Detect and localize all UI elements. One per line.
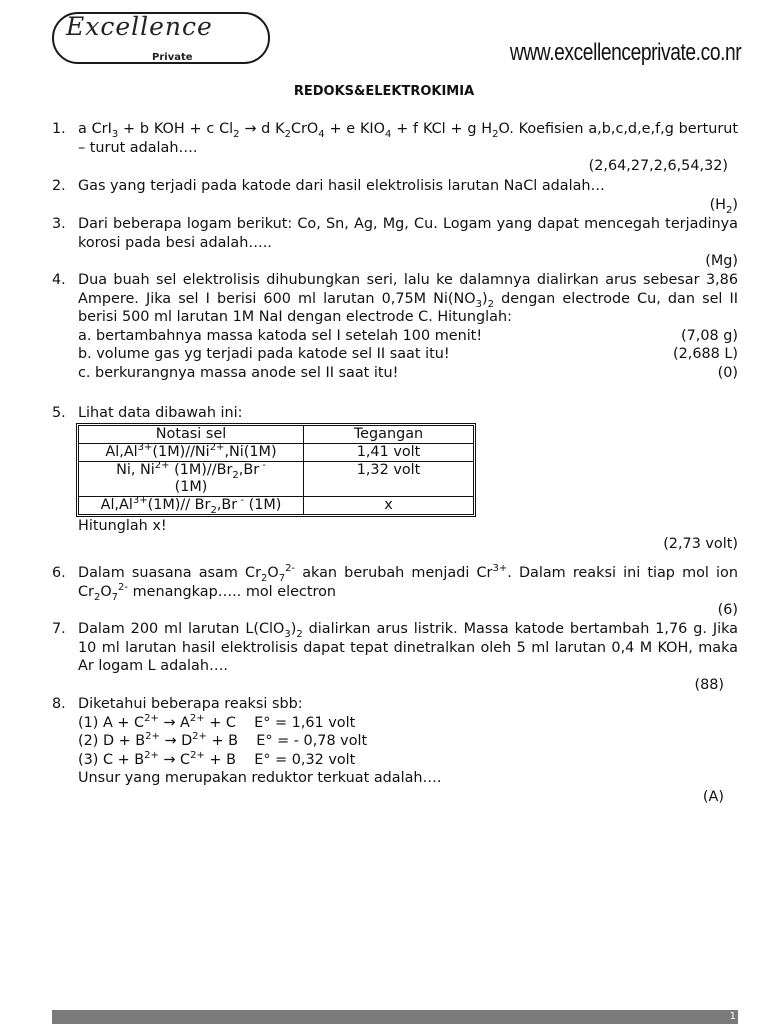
answer: (Mg): [705, 253, 738, 270]
question-2: [52, 177, 738, 214]
logo: [52, 12, 270, 64]
footer-bar: [52, 1010, 738, 1024]
table-header: Notasi sel: [79, 425, 304, 443]
logo-subtext: Private: [152, 52, 193, 63]
question-number: 6.: [52, 565, 66, 581]
table-header: Tegangan: [304, 425, 474, 443]
question-6: [52, 564, 738, 620]
table-cell: $Al,Al^{3+}(1M)//Ni^{2+},Ni(1M)$: [79, 443, 304, 461]
question-text: Diketahui beberapa reaksi sbb: (1) $A + C^{2+} \to A^{2+} + C$ E° = 1,61 volt (2) $D + B^{2+} \to D^{2+} + B$ E° = - 0,78 volt (3) $C + B^{2+} \to C^{2+} + B$ E° = 0,32 volt Unsur yang merupakan reduktor terkuat adalah…. (A): [78, 695, 738, 807]
reaction-1: (1) $A + C^{2+} \to A^{2+} + C$ E° = 1,61 volt: [78, 712, 356, 731]
question-text: Dua buah sel elektrolisis dihubungkan seri, lalu ke dalamnya dialirkan arus sebesar 3,86 Ampere. Jika sel I berisi 600 ml larutan 0,75M $Ni(NO_3)_2$ dengan electrode Cu, dan sel II berisi 500 ml larutan 1M NaI dengan electrode C. Hitunglah: a. bertambahnya massa katoda sel I setelah 100 menit! (7,08 g) b. volume gas yg terjadi pada katode sel II saat itu! (2,688 L) c. berkurangnya massa anode sel II saat itu! (0): [78, 272, 738, 381]
table-header-row: [79, 425, 474, 443]
table-row: [79, 461, 474, 496]
question-number: 4.: [52, 272, 66, 288]
table-cell: $Al,Al^{3+}(1M)//$ $Br_2,Br$ - (1M): [79, 496, 304, 514]
sub-question: a. bertambahnya massa katoda sel I setelah 100 menit! (7,08 g): [78, 327, 738, 344]
question-number: 1.: [52, 121, 66, 137]
page-number: 1: [729, 1011, 736, 1022]
question-number: 3.: [52, 216, 66, 232]
table-cell: 1,41 volt: [304, 443, 474, 461]
table-cell: x: [304, 496, 474, 514]
answer: (2,73 volt): [663, 536, 738, 553]
question-number: 7.: [52, 621, 66, 637]
table-row: [79, 496, 474, 514]
question-text: Lihat data dibawah ini: Notasi sel Tegangan $Al,Al^{3+}(1M)//Ni^{2+},Ni(1M)$ 1,41 volt Ni, $Ni^{2+}$ $(1M)//Br_2,Br$ - (1M) 1,32 volt $Al,Al^{3+}(1M)//$ $Br_2,Br$ - (1M) x Hitunglah x! (2,73 volt): [78, 405, 738, 553]
question-number: 8.: [52, 696, 66, 712]
question-text: Dalam suasana asam $Cr_2O_7^{2-}$ akan berubah menjadi $Cr^{3+}$. Dalam reaksi ini tiap mol ion $Cr_2O_7^{2-}$ menangkap….. mol electron (6): [78, 563, 738, 619]
answer: (6): [717, 602, 738, 619]
question-text: a CrI$_3$ + b KOH + c $Cl_2 \to d$ $K_2CrO_4 + e$ $KIO_4 + f$ KCl + g $H_2O$. Koefisien a,b,c,d,e,f,g berturut – turut adalah…. (2,64,27,2,6,54,32): [78, 121, 739, 175]
page-title: REDOKS&ELEKTROKIMIA: [293, 84, 475, 99]
table-cell: Ni, $Ni^{2+}$ $(1M)//Br_2,Br$ - (1M): [79, 461, 304, 496]
reaction-2: (2) $D + B^{2+} \to D^{2+} + B$ E° = - 0,78 volt: [78, 731, 368, 750]
question-1: [52, 120, 738, 176]
question-text: Dalam 200 ml larutan $L(ClO_3)_2$ dialirkan arus listrik. Massa katode bertambah 1,76 g. Jika 10 ml larutan hasil elektrolisis dapat tepat dinetralkan oleh 5 ml larutan 0,4 M KOH, maka Ar logam L adalah…. (88): [78, 621, 738, 693]
table-row: [79, 443, 474, 461]
logo-text: Excellence: [66, 12, 213, 41]
question-text: Gas yang terjadi pada katode dari hasil elektrolisis larutan NaCl adalah… $(H_2)$: [78, 178, 738, 216]
question-8: [52, 695, 738, 807]
answer: (A): [702, 788, 724, 805]
sub-question: c. berkurangnya massa anode sel II saat itu! (0): [78, 364, 738, 381]
reaction-3: (3) $C + B^{2+} \to C^{2+} + B$ E° = 0,32 volt: [78, 749, 356, 768]
site-url: www.excellenceprivate.co.nr: [509, 39, 741, 66]
cell-table: [78, 425, 474, 515]
answer: (2,64,27,2,6,54,32): [588, 158, 728, 175]
question-number: 5.: [52, 405, 66, 421]
answer: $(H_2)$: [709, 196, 738, 216]
question-text: Dari beberapa logam berikut: Co, Sn, Ag, Mg, Cu. Logam yang dapat mencegah terjadinya korosi pada besi adalah….. (Mg): [78, 216, 738, 270]
question-number: 2.: [52, 178, 66, 194]
question-5: [52, 404, 738, 554]
question-4: [52, 271, 738, 383]
answer: (88): [694, 676, 724, 693]
table-cell: 1,32 volt: [304, 461, 474, 496]
question-3: [52, 215, 738, 271]
question-7: [52, 620, 738, 694]
sub-question: b. volume gas yg terjadi pada katode sel II saat itu! (2,688 L): [78, 346, 738, 363]
